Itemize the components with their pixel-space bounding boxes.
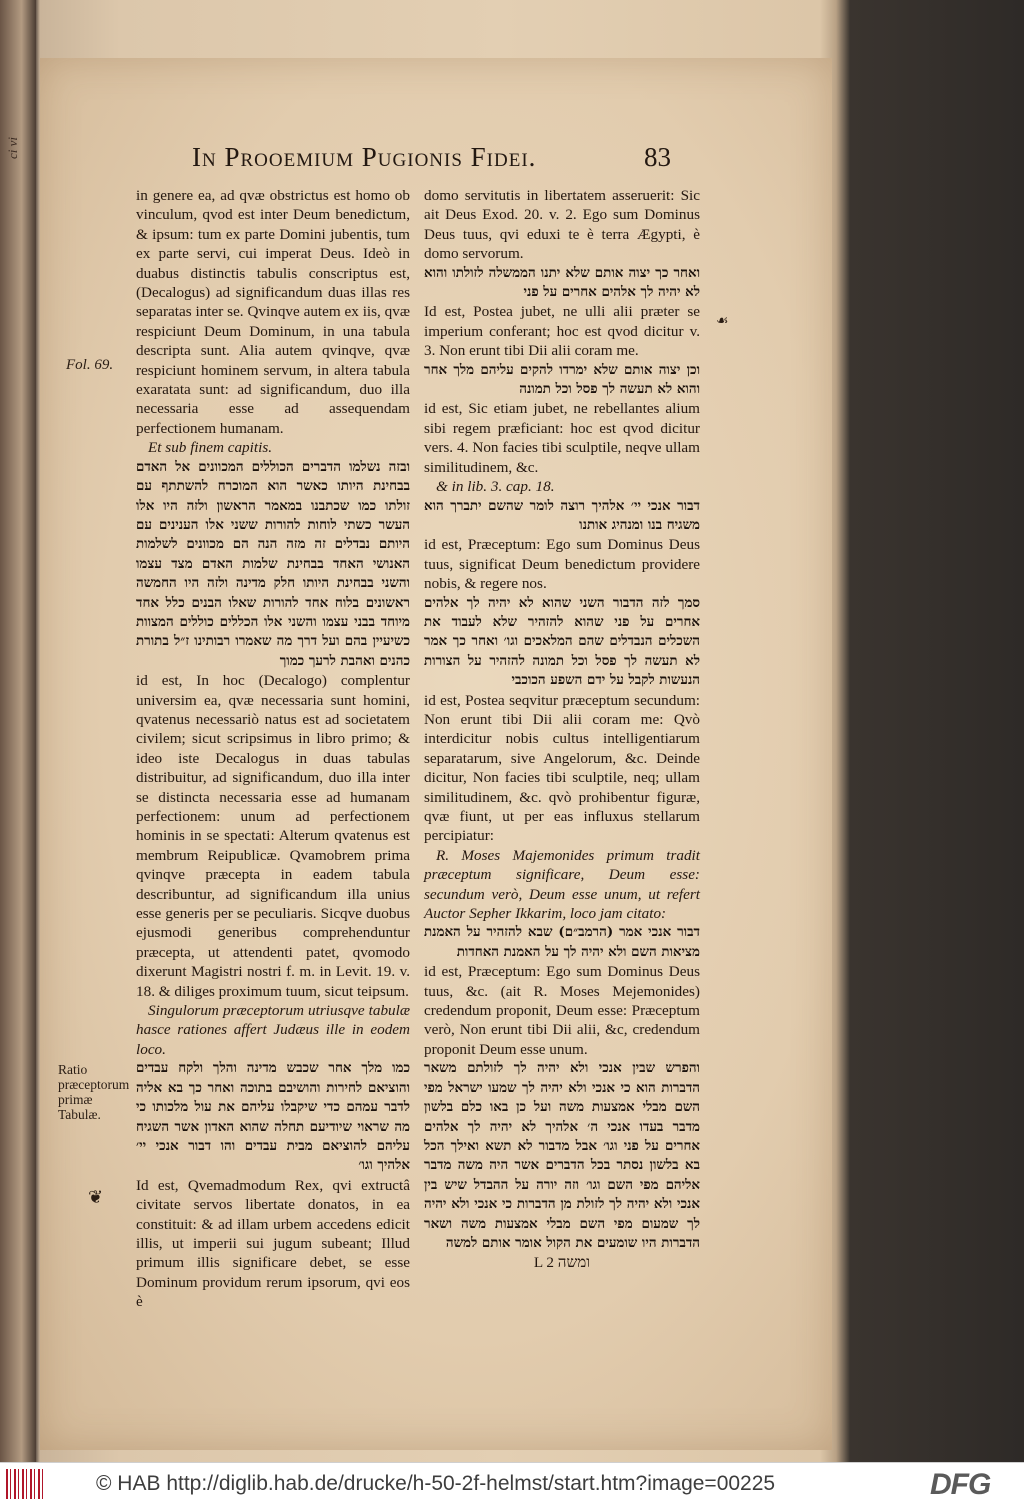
latin-paragraph: id est, Sic etiam jubet, ne rebellantes alium sibi regem præficiant: hoc est qvod dicitur vers. 4. Non facies tibi sculptile, neqve ullam similitudinem, &c.: [424, 400, 700, 476]
latin-paragraph: id est, In hoc (Decalogo) complentur universim ea, qvæ necessaria sunt homini, qvatenus necessariò natus est ad societatem civilem; sicut scripsimus in libro primo; & ideo iste Decalogus in duas tabulas distribuitur, ad significandum, duo illa inter se distincta necessaria esse ad humanam perfectionem: unum ad perfectionem hominis in se spectati: Alterum qvatenus est membrum Reipublicæ. Qvamobrem prima qvinqve præcepta in eadem tabula describuntur, ad significandum illa unius esse generis per se peculiaris. Sicqve duobus ejusmodi generibus comprehenduntur præcepta, ut attendenti patet, qvomodo dixerunt Magistri nostri f. m. in Levit. 19. v. 18. & diliges proximum tuum, sicut teipsum.: [136, 672, 410, 1000]
signature-mark: L 2 ומשה: [533, 1254, 591, 1272]
previous-page-fragment: ci vi: [5, 136, 21, 160]
latin-paragraph: Id est, Postea jubet, ne ulli alii præter se imperium conferant; hoc est qvod dicitur v. 3. Non erunt tibi Dii alii coram me.: [424, 303, 700, 360]
page-number: 83: [644, 142, 671, 172]
hebrew-quotation: דבור אנכי אמר (הרמב״ם) שבא להזהיר על האמנת מציאות השם ולא יהיה לך על האמנת האחדות: [424, 924, 700, 960]
margin-note-fol: Fol. 69.: [66, 357, 114, 373]
fleuron-icon: ❦: [88, 1187, 104, 1207]
footer-copyright-link[interactable]: © HAB http://diglib.hab.de/drucke/h-50-2f-helmst/start.htm?image=00225: [96, 1472, 776, 1495]
latin-paragraph: Id est, Qvemadmodum Rex, qvi extructâ civitate servos libertate donatos, in ea constituit: & ad illam urbem accedens edicit illis, ut imperii sui jugum subeant; Illud primum illis significare debet, se esse Dominum providum rerum ipsorum, qvi eos è: [136, 1176, 410, 1311]
margin-ornament-icon: ☙: [716, 314, 729, 329]
hebrew-quotation: וכן יצוה אותם שלא ימרדו להקים עליהם מלך אחר והוא לא תעשה לך פסל וכל תמונה: [424, 361, 700, 398]
hebrew-quotation: ואחר כך יצוה אותם שלא יתנו הממשלה לזולתו והוא לא יהיה לך אלהים אחרים על פני: [424, 264, 700, 301]
viewer-footer: [0, 1462, 1024, 1505]
hebrew-quotation: סמך לזה הדבור השני שהוא לא יהיה לך אלהים אחרים על פני שהוא להזהיר שלא לעבוד את השכלים הנבדלים שהם המלאכים וגו׳ ואחר כך אמר לא תעשה לך פסל וכל תמונה להזהיר על הצורות הנעשות לקבל על ידם השפע הכוכבי: [424, 594, 700, 689]
latin-paragraph: in genere ea, ad qvæ obstrictus est homo ob vinculum, qvod est inter Deum benedictum, & ipsum: tum ex parte Domini jubentis, tum ex parte servi, cui imperat Deus. Ideò in duabus distinctis tabulis conscriptus est, (Decalogus) ad significandum duas illas res separatas inter se. Qvinqve autem ex iis, qvæ respiciunt Deum Dominum, in una tabula descripta sunt. Alia autem qvinqve, qvæ respiciunt hominem servum, in altera tabula exaratata sunt: ad significandum, duo illa necessaria esse ad assequendam perfectionem humanam.: [136, 187, 410, 437]
hebrew-quotation: כמו מלך אחר שכבש מדינה והלך ולקח עבדים והוציאם לחירות והושיבם בתוכה ואחר כך בא אליה לדבר עמהם כדי שיקבלו עליהם את עול מלכותו כי מה שראוי שיודיעם תחלה שהוא האדון אשר השגיח עליהם להוציאם מבית עבדים והו דבור אנכי יי׳ אלהיך וגו׳: [136, 1060, 410, 1174]
running-title: In Prooemium Pugionis Fidei.: [192, 142, 537, 172]
latin-paragraph: id est, Præceptum: Ego sum Dominus Deus tuus, &c. (ait R. Moses Mejemonides) credendum proponit, Deum esse: Præceptum verò, Non erunt tibi Dii alii, &c, credendum proponit Deum esse unum.: [424, 963, 700, 1058]
latin-paragraph: domo servitutis in libertatem asseruerit: Sic ait Deus Exod. 20. v. 2. Ego sum Dominus Deus tuus, qvi eduxi te è terra Ægypti, è domo servorum.: [424, 187, 700, 263]
dfg-logo: DFG: [930, 1468, 991, 1501]
hebrew-quotation: והפרש שבין אנכי ולא יהיה לך לזולתם משאר הדברות הוא כי אנכי ולא יהיה לך שמעו ישראל מפי השם מבלי אמצעות משה ועל כן באו כלם בלשון מדבר בעדו אנכי ה׳ אלהיך לא יהיה לך אלהים אחרים על פני וגו׳ אבל מדבור לא תשא ואילך הכל בא בלשון נסתר בכל הדברים אשר היה משה מדבר אליהם מפי השם וגו׳ וזה יורה על ההבדל שיש בין אנכי ולא יהיה לך לזולת מן הדברות כי אנכי ולא יהיה לך שמעום מפי השם מבלי אמצעות משה ושאר הדברות היו שומעים את הקול אומר אותם למשה: [424, 1060, 700, 1251]
italic-caption: Et sub finem capitis.: [148, 439, 273, 457]
italic-caption: R. Moses Majemonides primum tradit præceptum significare, Deum esse: secundum verò, Deum esse unum, ut refert Auctor Sepher Ikkarim, loco jam citato:: [424, 846, 700, 923]
hebrew-quotation: ובזה נשלמו הדברים הכוללים המכוונים אל האדם בבחינת היותו כאשר הוא המוכרח להשתתף עם זולתו כמו שכתבנו במאמר הראשון ולזה היו אלו העשר כשתי לוחות להורות ששני אלו הענינים עם היותם נבדלים זה מזה הנה הם מכוונים לשלמות האנושי האחד בבחינת שלמות האדם מצד עצמו והשני בבחינת היותו חלק מדינה ולזה היו החמשה ראשונים בלוח אחד להורות שאלו הבנים כלל אחד מיוחד בבני עצמו והשני אלו הכללים כוללים המצוות כשיעיין בהם ועל דרך מה שאמרו רבותינו ז״ל בתורת כהנים ואהבת לרעך כמוך: [136, 458, 410, 669]
latin-paragraph: id est, Postea seqvitur præceptum secundum: Non erunt tibi Dii alii coram me: Qvò interdicitur nobis cultus intelligentiarum separatarum, sive Angelorum, &c. Deinde dicitur, Non facies tibi sculptile, neq; ullam similitudinem, &c. qvò prohibentur figuræ, qvæ fiunt, ut per eas influxus stellarum percipiatur:: [424, 691, 700, 845]
barcode-icon: [6, 1469, 44, 1499]
previous-page-edge: [0, 0, 36, 1462]
latin-paragraph: id est, Præceptum: Ego sum Dominus Deus tuus, significat Deum benedictum providere nobis, & regere nos.: [424, 536, 700, 593]
left-text-column: [136, 186, 410, 1312]
italic-caption: Singulorum præceptorum utriusqve tabulæ hasce rationes affert Judæus ille in eodem loco.: [136, 1002, 410, 1058]
right-text-column: [424, 186, 700, 1273]
hebrew-quotation: דבור אנכי יי׳ אלהיך רוצה לומר שהשם יתברך הוא משגיח בנו ומנהיג אותנו: [424, 497, 700, 533]
page-header: [152, 142, 832, 182]
italic-caption: & in lib. 3. cap. 18.: [436, 478, 555, 496]
margin-note-ratio: Ratio præceptorum primæ Tabulæ.: [58, 1062, 130, 1122]
